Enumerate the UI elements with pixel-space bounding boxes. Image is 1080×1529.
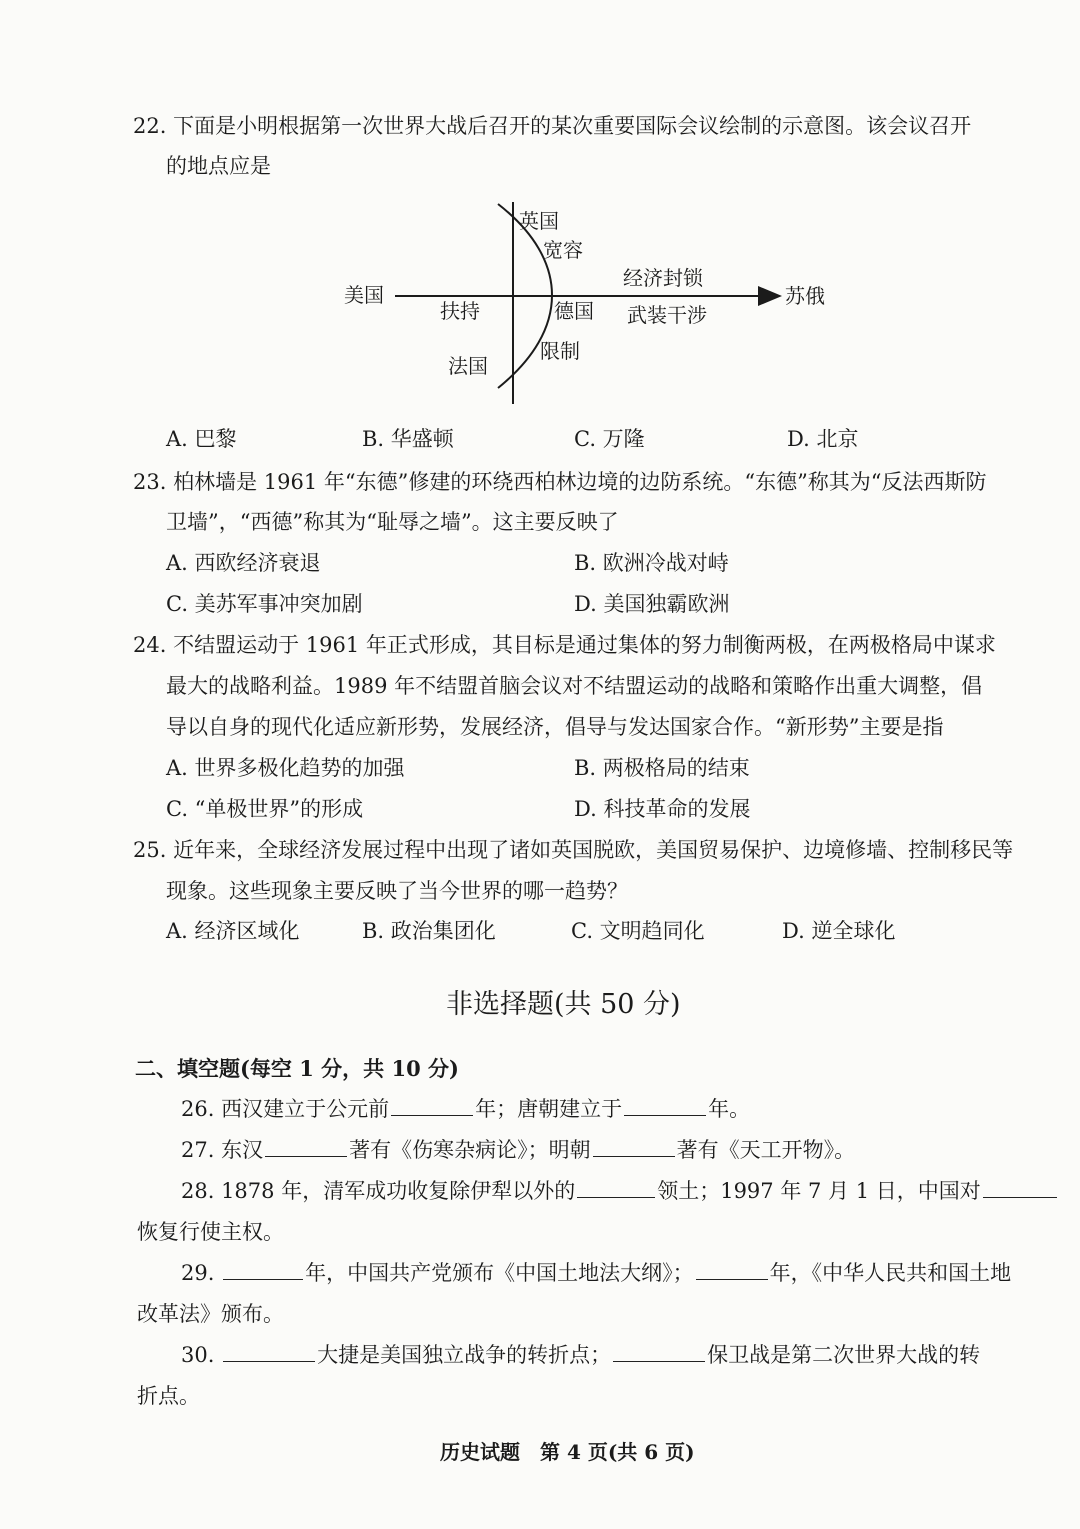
label-restrict: 限制 bbox=[540, 339, 580, 363]
label-uk: 英国 bbox=[519, 209, 559, 233]
q22-option-c: C. 万隆 bbox=[574, 427, 645, 451]
q27-line bbox=[181, 1136, 855, 1164]
q26-text-a: 26. 西汉建立于公元前 bbox=[181, 1097, 390, 1121]
q24-option-c: C. “单极世界”的形成 bbox=[166, 797, 364, 821]
q29-blank-2 bbox=[696, 1259, 768, 1280]
q26-text-c: 年。 bbox=[708, 1097, 751, 1121]
label-blockade: 经济封锁 bbox=[623, 266, 703, 290]
q25-option-b: B. 政治集团化 bbox=[362, 919, 496, 943]
q26-blank-1 bbox=[391, 1095, 473, 1116]
label-intervention: 武装干涉 bbox=[627, 303, 707, 327]
section-title: 非选择题(共 50 分) bbox=[446, 989, 681, 1020]
q28-text-b: 领土；1997 年 7 月 1 日，中国对 bbox=[657, 1179, 981, 1203]
q24-stem-line3: 导以自身的现代化适应新形势，发展经济，倡导与发达国家合作。“新形势”主要是指 bbox=[166, 715, 944, 739]
q30-text-c: 保卫战是第二次世界大战的转 bbox=[707, 1343, 981, 1367]
q30-text-b: 大捷是美国独立战争的转折点； bbox=[317, 1343, 612, 1367]
q24-option-b: B. 两极格局的结束 bbox=[574, 756, 750, 780]
q25-option-c: C. 文明趋同化 bbox=[571, 919, 705, 943]
q28-line1 bbox=[181, 1177, 1059, 1205]
q26-text-b: 年；唐朝建立于 bbox=[475, 1097, 623, 1121]
q29-line1 bbox=[181, 1259, 1011, 1287]
q30-text-a: 30. bbox=[181, 1343, 215, 1367]
q22-option-b: B. 华盛顿 bbox=[362, 427, 454, 451]
q23-option-d: D. 美国独霸欧洲 bbox=[574, 592, 730, 616]
q27-text-a: 27. 东汉 bbox=[181, 1138, 264, 1162]
q22-option-a: A. 巴黎 bbox=[166, 427, 237, 451]
q27-text-c: 著有《天工开物》。 bbox=[676, 1138, 856, 1162]
q23-stem-line1: 23. 柏林墙是 1961 年“东德”修建的环绕西柏林边境的边防系统。“东德”称其为“反法西斯防 bbox=[133, 470, 987, 494]
label-soviet: 苏俄 bbox=[785, 284, 825, 308]
q22-diagram bbox=[330, 190, 840, 415]
q22-option-d: D. 北京 bbox=[787, 427, 859, 451]
label-usa: 美国 bbox=[344, 283, 384, 307]
q24-stem-line1: 24. 不结盟运动于 1961 年正式形成，其目标是通过集体的努力制衡两极，在两极格局中谋求 bbox=[133, 633, 996, 657]
q23-option-a: A. 西欧经济衰退 bbox=[166, 551, 321, 575]
q25-option-d: D. 逆全球化 bbox=[782, 919, 896, 943]
q22-stem-line2: 的地点应是 bbox=[166, 154, 271, 178]
q27-blank-1 bbox=[265, 1136, 347, 1157]
q26-line bbox=[181, 1095, 750, 1123]
q28-blank-1 bbox=[577, 1177, 655, 1198]
q22-stem-line1: 22. 下面是小明根据第一次世界大战后召开的某次重要国际会议绘制的示意图。该会议召开 bbox=[133, 114, 972, 138]
q24-option-d: D. 科技革命的发展 bbox=[574, 797, 751, 821]
q29-text-b: 年，中国共产党颁布《中国土地法大纲》； bbox=[305, 1261, 694, 1285]
q29-line2: 改革法》颁布。 bbox=[137, 1302, 284, 1326]
q29-blank-1 bbox=[223, 1259, 303, 1280]
label-germany: 德国 bbox=[554, 299, 594, 323]
q30-blank-1 bbox=[223, 1341, 315, 1362]
q30-blank-2 bbox=[613, 1341, 705, 1362]
part2-heading: 二、填空题(每空 1 分，共 10 分) bbox=[135, 1056, 459, 1081]
q29-text-a: 29. bbox=[181, 1261, 215, 1285]
label-france: 法国 bbox=[448, 354, 488, 378]
page-footer: 历史试题 第 4 页(共 6 页) bbox=[440, 1440, 695, 1464]
q28-blank-2 bbox=[983, 1177, 1057, 1198]
q30-line2: 折点。 bbox=[137, 1384, 200, 1408]
q28-line2: 恢复行使主权。 bbox=[137, 1220, 284, 1244]
q27-blank-2 bbox=[593, 1136, 675, 1157]
q29-text-c: 年，《中华人民共和国土地 bbox=[769, 1261, 1012, 1285]
q28-text-a: 28. 1878 年，清军成功收复除伊犁以外的 bbox=[181, 1179, 576, 1203]
q25-option-a: A. 经济区域化 bbox=[166, 919, 300, 943]
q27-text-b: 著有《伤寒杂病论》；明朝 bbox=[349, 1138, 591, 1162]
q23-option-b: B. 欧洲冷战对峙 bbox=[574, 551, 729, 575]
q30-line1 bbox=[181, 1341, 980, 1369]
q25-stem-line2: 现象。这些现象主要反映了当今世界的哪一趋势？ bbox=[166, 879, 628, 903]
q26-blank-2 bbox=[624, 1095, 706, 1116]
q25-stem-line1: 25. 近年来，全球经济发展过程中出现了诸如英国脱欧，美国贸易保护、边境修墙、控制移民等 bbox=[133, 838, 1014, 862]
q24-option-a: A. 世界多极化趋势的加强 bbox=[166, 756, 405, 780]
q23-option-c: C. 美苏军事冲突加剧 bbox=[166, 592, 363, 616]
q24-stem-line2: 最大的战略利益。1989 年不结盟首脑会议对不结盟运动的战略和策略作出重大调整，倡 bbox=[166, 674, 983, 698]
label-support: 扶持 bbox=[440, 299, 480, 323]
label-tolerance: 宽容 bbox=[543, 238, 583, 262]
q23-stem-line2: 卫墙”，“西德”称其为“耻辱之墙”。这主要反映了 bbox=[166, 510, 619, 534]
